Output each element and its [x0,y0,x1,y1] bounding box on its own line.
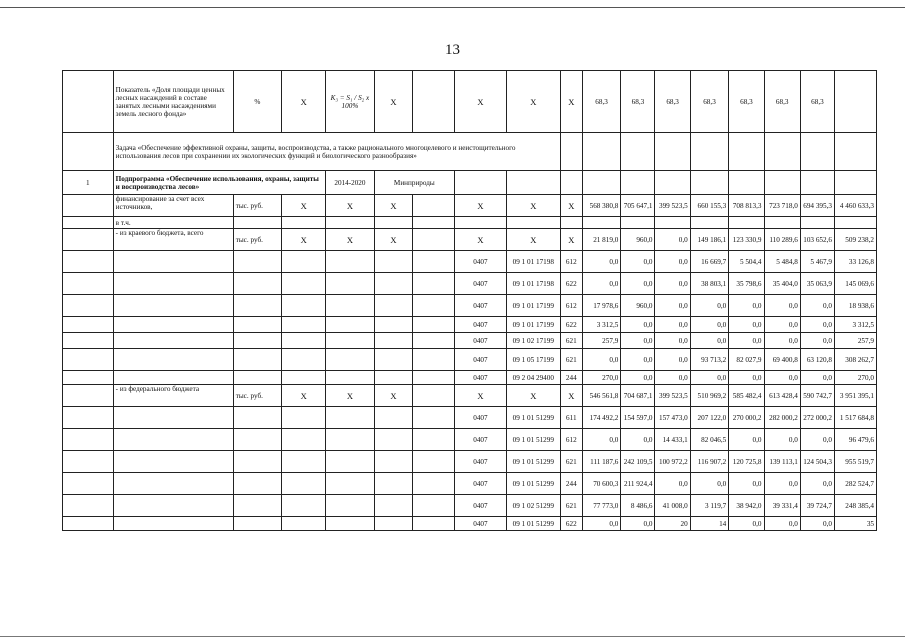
financing-all-row: финансирование за счет всех источников, тыс. руб. X X X X X X 568 380,8 705 647,1 399 523,5 660 155,3 708 813,3 723 718,0 694 395,3 4 460 633,3 [63,195,877,217]
expense-type-code: 612 [560,295,582,317]
amount-cell: 16 669,7 [690,251,729,273]
amount-cell: 14 [690,517,729,531]
indicator-row: Показатель «Доля площади ценных лесных насаждений в составе занятых лесными насаждениями земель лесного фонда» % X K₃ = S₁ / S₂ x 100% X X X X 68,3 68,3 68,3 68,3 68,3 68,3 68,3 [63,71,877,133]
task-row [63,133,877,171]
amount-cell: 33 126,8 [834,251,876,273]
amount-cell: 0,0 [800,517,834,531]
amount-cell: 0,0 [800,473,834,495]
expense-type-code: 244 [560,473,582,495]
table-row [63,295,877,317]
amount-cell: 63 120,8 [800,349,834,371]
target-article-code: 09 1 05 17199 [506,349,560,371]
federal-budget-label: - из федерального бюджета [113,385,233,407]
target-article-code: 09 1 01 17198 [506,273,560,295]
table-row [63,451,877,473]
expense-type-code: 622 [560,517,582,531]
section-code: 0407 [455,473,507,495]
amount-cell: 0,0 [764,517,800,531]
amount-cell: 0,0 [764,473,800,495]
amount-cell: 0,0 [655,251,690,273]
target-article-code: 09 1 01 17198 [506,251,560,273]
amount-cell: 0,0 [621,371,655,385]
amount-cell: 145 069,6 [834,273,876,295]
amount-cell: 96 479,6 [834,429,876,451]
amount-cell: 955 519,7 [834,451,876,473]
amount-cell: 0,0 [729,317,764,333]
target-article-code: 09 1 01 51299 [506,429,560,451]
table-row [63,273,877,295]
amount-cell: 0,0 [655,473,690,495]
expense-type-code: 622 [560,273,582,295]
amount-cell: 0,0 [582,273,621,295]
task-text: Задача «Обеспечение эффективной охраны, защиты, воспроизводства, а также рационального многоцелевого и неистощительного использования лесов при сохранении их экологических функций и биологического разнообразия» [113,133,560,171]
table-row [63,349,877,371]
amount-cell: 0,0 [621,273,655,295]
amount-cell: 0,0 [764,333,800,349]
amount-cell: 0,0 [800,333,834,349]
amount-cell: 248 385,4 [834,495,876,517]
amount-cell: 0,0 [690,473,729,495]
amount-cell: 17 978,6 [582,295,621,317]
amount-cell: 0,0 [800,295,834,317]
expense-type-code: 622 [560,317,582,333]
regional-budget-row: - из краевого бюджета, всего тыс. руб. X X X X X X 21 819,0 960,0 0,0 149 186,1 123 330,9 110 289,6 103 652,6 509 238,2 [63,229,877,251]
amount-cell: 82 027,9 [729,349,764,371]
amount-cell: 0,0 [690,333,729,349]
amount-cell: 3 119,7 [690,495,729,517]
section-code: 0407 [455,273,507,295]
amount-cell: 0,0 [729,473,764,495]
amount-cell: 0,0 [655,371,690,385]
amount-cell: 93 713,2 [690,349,729,371]
section-code: 0407 [455,429,507,451]
expense-type-code: 244 [560,371,582,385]
indicator-name: Показатель «Доля площади ценных лесных насаждений в составе занятых лесными насаждениями земель лесного фонда» [113,71,233,133]
section-code: 0407 [455,517,507,531]
amount-cell: 14 433,1 [655,429,690,451]
amount-cell: 124 504,3 [800,451,834,473]
amount-cell: 100 972,2 [655,451,690,473]
amount-cell: 257,9 [582,333,621,349]
financing-all-label: финансирование за счет всех источников, [113,195,233,217]
amount-cell: 116 907,2 [690,451,729,473]
amount-cell: 282 524,7 [834,473,876,495]
amount-cell: 3 312,5 [582,317,621,333]
amount-cell: 0,0 [729,333,764,349]
table-row [63,371,877,385]
amount-cell: 242 109,5 [621,451,655,473]
amount-cell: 154 597,0 [621,407,655,429]
amount-cell: 5 467,9 [800,251,834,273]
amount-cell: 38 803,1 [690,273,729,295]
expense-type-code: 612 [560,251,582,273]
target-article-code: 09 1 01 51299 [506,407,560,429]
amount-cell: 111 187,6 [582,451,621,473]
expense-type-code: 621 [560,495,582,517]
amount-cell: 0,0 [764,429,800,451]
amount-cell: 308 262,7 [834,349,876,371]
amount-cell: 0,0 [690,295,729,317]
amount-cell: 211 924,4 [621,473,655,495]
target-article-code: 09 1 01 51299 [506,451,560,473]
amount-cell: 35 063,9 [800,273,834,295]
section-code: 0407 [455,333,507,349]
amount-cell: 0,0 [690,371,729,385]
section-code: 0407 [455,371,507,385]
amount-cell: 0,0 [764,317,800,333]
subprogram-number: 1 [63,171,114,195]
indicator-unit: % [233,71,281,133]
target-article-code: 09 1 02 17199 [506,333,560,349]
amount-cell: 5 484,8 [764,251,800,273]
bottom-border-line [0,636,905,637]
target-article-code: 09 1 01 51299 [506,517,560,531]
federal-budget-row: - из федерального бюджета тыс. руб. X X X X X X 546 561,8 704 687,1 399 523,5 510 969,2 585 482,4 613 428,4 590 742,7 3 951 395,1 [63,385,877,407]
amount-cell: 174 492,2 [582,407,621,429]
amount-cell: 0,0 [764,295,800,317]
amount-cell: 282 000,2 [764,407,800,429]
amount-cell: 20 [655,517,690,531]
amount-cell: 0,0 [690,317,729,333]
target-article-code: 09 1 01 51299 [506,473,560,495]
table-row [63,473,877,495]
table-row [63,407,877,429]
amount-cell: 0,0 [800,317,834,333]
amount-cell: 157 473,0 [655,407,690,429]
amount-cell: 0,0 [655,295,690,317]
amount-cell: 0,0 [729,295,764,317]
top-border-line [0,7,905,8]
expense-type-code: 611 [560,407,582,429]
amount-cell: 0,0 [655,317,690,333]
amount-cell: 272 000,2 [800,407,834,429]
amount-cell: 5 504,4 [729,251,764,273]
subprogram-period: 2014-2020 [326,171,374,195]
amount-cell: 39 331,4 [764,495,800,517]
amount-cell: 0,0 [582,251,621,273]
amount-cell: 0,0 [655,349,690,371]
amount-cell: 270 000,2 [729,407,764,429]
amount-cell: 0,0 [582,349,621,371]
amount-cell: 77 773,0 [582,495,621,517]
target-article-code: 09 1 01 17199 [506,295,560,317]
section-code: 0407 [455,295,507,317]
subprogram-executor: Минприроды [374,171,454,195]
amount-cell: 0,0 [729,371,764,385]
expense-type-code: 621 [560,451,582,473]
amount-cell: 257,9 [834,333,876,349]
amount-cell: 0,0 [729,429,764,451]
amount-cell: 0,0 [621,429,655,451]
amount-cell: 0,0 [800,371,834,385]
amount-cell: 18 938,6 [834,295,876,317]
amount-cell: 38 942,0 [729,495,764,517]
section-code: 0407 [455,407,507,429]
in-total-row [63,217,877,229]
amount-cell: 0,0 [655,273,690,295]
regional-budget-label: - из краевого бюджета, всего [113,229,233,251]
amount-cell: 82 046,5 [690,429,729,451]
amount-cell: 139 113,1 [764,451,800,473]
amount-cell: 0,0 [582,517,621,531]
table-row [63,333,877,349]
amount-cell: 35 798,6 [729,273,764,295]
target-article-code: 09 1 01 17199 [506,317,560,333]
amount-cell: 0,0 [582,429,621,451]
amount-cell: 0,0 [764,371,800,385]
indicator-formula: K₃ = S₁ / S₂ x 100% [326,71,374,133]
section-code: 0407 [455,495,507,517]
amount-cell: 0,0 [621,517,655,531]
amount-cell: 270,0 [582,371,621,385]
amount-cell: 3 312,5 [834,317,876,333]
amount-cell: 1 517 684,8 [834,407,876,429]
amount-cell: 0,0 [729,517,764,531]
table-row [63,429,877,451]
table-row [63,517,877,531]
target-article-code: 09 1 02 51299 [506,495,560,517]
amount-cell: 0,0 [655,333,690,349]
expense-type-code: 621 [560,333,582,349]
amount-cell: 8 486,6 [621,495,655,517]
amount-cell: 70 600,3 [582,473,621,495]
program-table [62,70,877,531]
amount-cell: 69 400,8 [764,349,800,371]
amount-cell: 207 122,0 [690,407,729,429]
amount-cell: 0,0 [621,317,655,333]
expense-type-code: 621 [560,349,582,371]
target-article-code: 09 2 04 29400 [506,371,560,385]
amount-cell: 0,0 [621,251,655,273]
section-code: 0407 [455,317,507,333]
financing-all-unit: тыс. руб. [233,195,281,217]
amount-cell: 41 008,0 [655,495,690,517]
amount-cell: 120 725,8 [729,451,764,473]
table-row [63,495,877,517]
subprogram-row [63,171,877,195]
table-row [63,317,877,333]
in-total-label: в т.ч. [113,217,233,229]
amount-cell: 39 724,7 [800,495,834,517]
amount-cell: 35 [834,517,876,531]
amount-cell: 0,0 [800,429,834,451]
section-code: 0407 [455,451,507,473]
amount-cell: 270,0 [834,371,876,385]
amount-cell: 960,0 [621,295,655,317]
page-number: 13 [445,42,460,58]
amount-cell: 0,0 [621,333,655,349]
table-row [63,251,877,273]
subprogram-name: Подпрограмма «Обеспечение использования, охраны, защиты и воспроизводства лесов» [113,171,326,195]
amount-cell: 0,0 [621,349,655,371]
section-code: 0407 [455,251,507,273]
expense-type-code: 612 [560,429,582,451]
amount-cell: 35 404,0 [764,273,800,295]
section-code: 0407 [455,349,507,371]
